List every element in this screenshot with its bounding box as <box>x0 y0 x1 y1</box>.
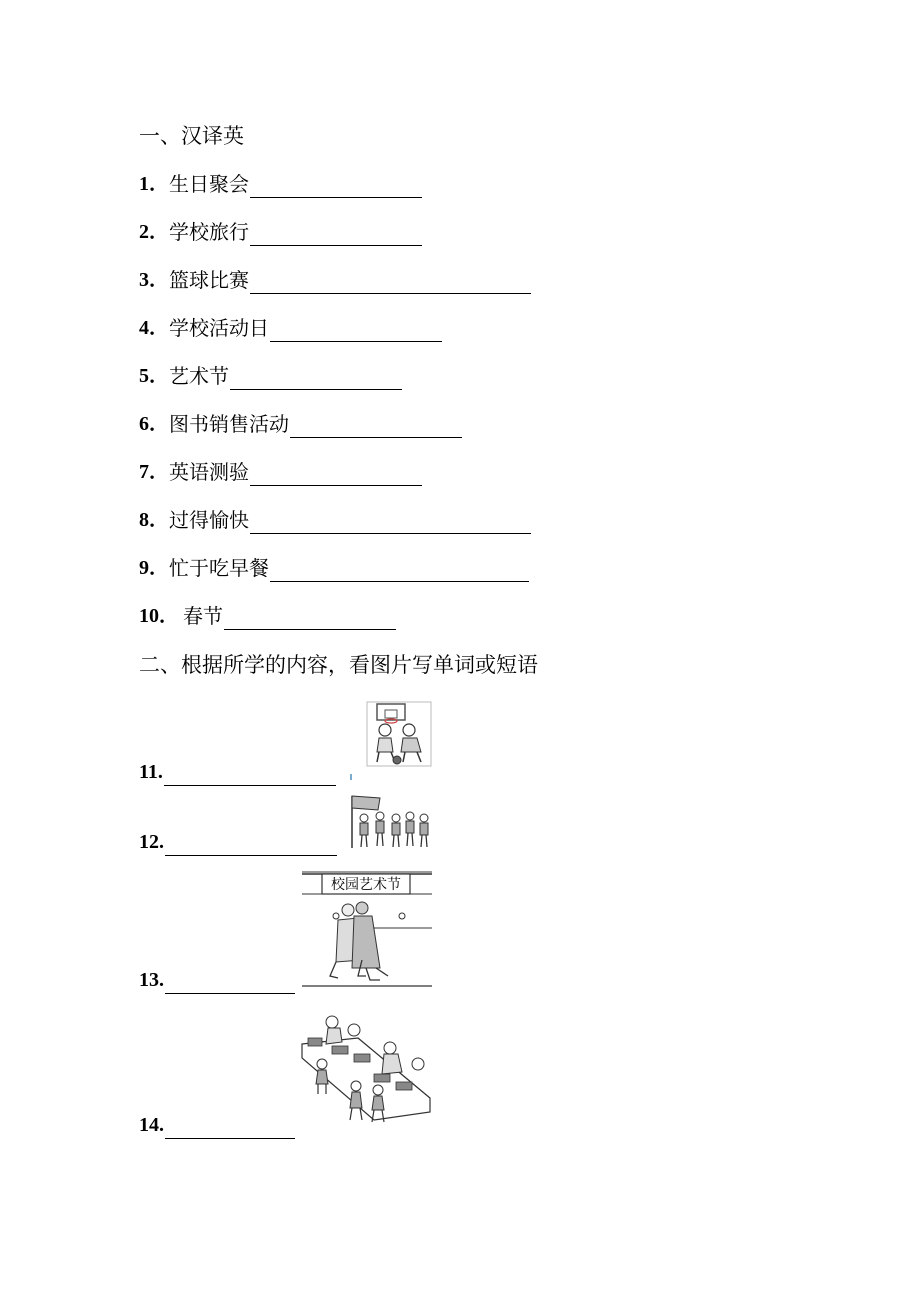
answer-blank[interactable] <box>250 511 531 534</box>
question-number: 2． <box>139 221 169 243</box>
question-text: 生日聚会 <box>169 172 249 196</box>
answer-blank[interactable] <box>250 463 422 486</box>
question-number: 1． <box>139 173 169 195</box>
question-8 <box>139 506 531 534</box>
answer-blank[interactable] <box>290 415 462 438</box>
answer-blank[interactable] <box>165 833 337 856</box>
question-6 <box>139 410 462 438</box>
question-number: 7． <box>139 461 169 483</box>
dot-mark <box>348 773 354 781</box>
answer-blank[interactable] <box>250 223 422 246</box>
question-7 <box>139 458 422 486</box>
answer-blank[interactable] <box>250 271 531 294</box>
question-number: 12. <box>139 831 164 853</box>
question-text: 英语测验 <box>169 460 249 484</box>
question-number: 4． <box>139 317 169 339</box>
question-11 <box>139 758 336 786</box>
question-1 <box>139 170 422 198</box>
answer-blank[interactable] <box>224 607 396 630</box>
question-13 <box>139 966 295 994</box>
question-14 <box>139 1111 295 1139</box>
question-number: 6． <box>139 413 169 435</box>
answer-blank[interactable] <box>250 175 422 198</box>
book-sale-picture <box>298 1008 434 1136</box>
question-text: 图书销售活动 <box>169 412 289 436</box>
question-number: 14. <box>139 1114 164 1136</box>
question-text: 学校旅行 <box>169 220 249 244</box>
question-text: 过得愉快 <box>169 508 249 532</box>
question-text: 忙于吃早餐 <box>169 556 269 580</box>
question-4 <box>139 314 442 342</box>
question-text: 春节 <box>183 604 223 628</box>
answer-blank[interactable] <box>230 367 402 390</box>
question-number: 9． <box>139 557 169 579</box>
question-10 <box>139 602 396 630</box>
basketball-game-picture <box>365 700 433 768</box>
question-text: 篮球比赛 <box>169 268 249 292</box>
answer-blank[interactable] <box>164 763 336 786</box>
school-trip-picture <box>344 792 436 850</box>
question-number: 8． <box>139 509 169 531</box>
answer-blank[interactable] <box>165 971 295 994</box>
question-2 <box>139 218 422 246</box>
question-9 <box>139 554 529 582</box>
section-1-title: 一、汉译英 <box>139 124 244 148</box>
festival-sign-text: 校园艺术节 <box>331 877 401 893</box>
question-text: 艺术节 <box>169 364 229 388</box>
question-12 <box>139 828 337 856</box>
section-2-title: 二、根据所学的内容，看图片写单词或短语 <box>139 653 538 677</box>
art-festival-picture <box>300 870 434 990</box>
question-5 <box>139 362 402 390</box>
question-number: 3． <box>139 269 169 291</box>
answer-blank[interactable] <box>270 559 529 582</box>
answer-blank[interactable] <box>165 1116 295 1139</box>
question-number: 10． <box>139 605 179 627</box>
question-text: 学校活动日 <box>169 316 269 340</box>
answer-blank[interactable] <box>270 319 442 342</box>
question-number: 5． <box>139 365 169 387</box>
question-number: 13. <box>139 969 164 991</box>
question-number: 11. <box>139 761 163 783</box>
question-3 <box>139 266 531 294</box>
